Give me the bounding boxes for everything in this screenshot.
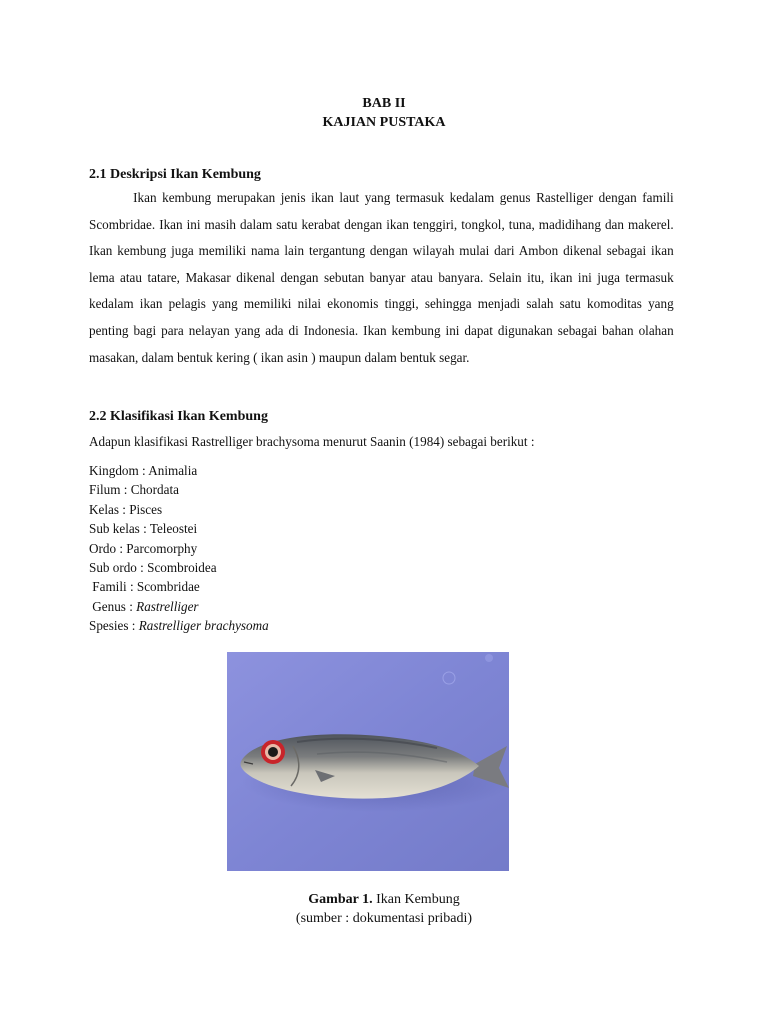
taxonomy-row-ordo: Ordo : Parcomorphy (89, 541, 198, 557)
chapter-header (0, 94, 768, 132)
fish-illustration (227, 652, 509, 871)
figure-caption-text: Ikan Kembung (372, 892, 460, 907)
section-heading-description: 2.1 Deskripsi Ikan Kembung (89, 167, 261, 182)
taxonomy-row-genus: Genus : Rastrelliger (89, 599, 199, 615)
figure-caption-label: Gambar 1. (308, 892, 373, 907)
taxonomy-row-subordo: Sub ordo : Scombroidea (89, 561, 217, 577)
chapter-number: BAB II (362, 96, 406, 111)
figure-caption (0, 890, 768, 909)
taxonomy-row-kelas: Kelas : Pisces (89, 502, 163, 518)
taxonomy-row-famili: Famili : Scombridae (89, 580, 200, 596)
fish-photo (227, 652, 509, 871)
figure-source: (sumber : dokumentasi pribadi) (295, 911, 473, 926)
classification-intro: Adapun klasifikasi Rastrelliger brachysoma menurut Saanin (1984) sebagai berikut : (89, 435, 535, 450)
taxonomy-row-kingdom: Kingdom : Animalia (89, 464, 198, 479)
taxonomy-row-filum: Filum : Chordata (89, 483, 179, 499)
taxonomy-row-subkelas: Sub kelas : Teleostei (89, 522, 198, 538)
description-paragraph: Ikan kembung merupakan jenis ikan laut yang termasuk kedalam genus Rastelliger dengan famili Scombridae. Ikan ini masih dalam satu kerabat dengan ikan tenggiri, tongkol, tuna, madidihang dan makerel. Ikan kembung juga memiliki nama lain tergantung dengan wilayah mulai dari Ambon dikenal sebagai ikan lema atau tatare, Makasar dikenal dengan sebutan banyar atau banyara. Selain itu, ikan ini juga termasuk kedalam ikan pelagis yang memiliki nilai ekonomis tinggi, sehingga menjadi salah satu komoditas yang penting bagi para nelayan yang ada di Indonesia. Ikan kembung ini dapat digunakan sebagai bahan olahan masakan, dalam bentuk kering ( ikan asin ) maupun dalam bentuk segar. (89, 191, 674, 366)
chapter-title: KAJIAN PUSTAKA (322, 115, 446, 130)
taxonomy-row-spesies: Spesies : Rastrelliger brachysoma (89, 619, 269, 635)
section-heading-classification: 2.2 Klasifikasi Ikan Kembung (89, 409, 268, 424)
taxonomy-list (89, 462, 269, 637)
